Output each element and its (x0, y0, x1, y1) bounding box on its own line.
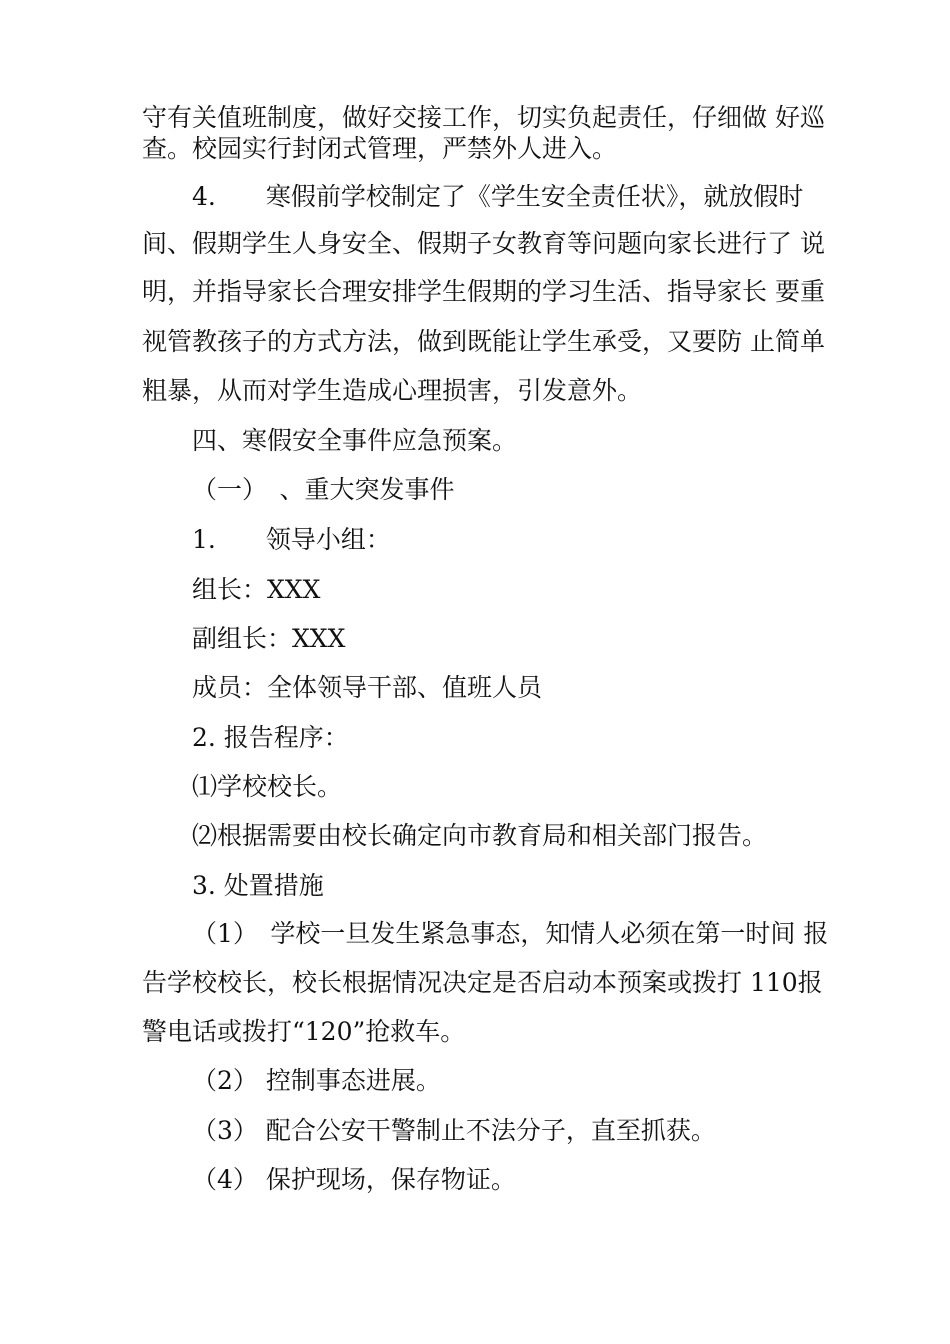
paragraph-line: 警电话或拨打“120”抢救车。 (142, 1017, 466, 1046)
paragraph-line: 间、假期学生人身安全、假期子女教育等问题向家长进行了 说 (142, 229, 825, 258)
list-item: 组长：XXX (192, 575, 321, 604)
list-item: （2） 控制事态进展。 (192, 1066, 441, 1095)
list-item: 1. 领导小组： (192, 525, 391, 554)
list-item: 2. 报告程序： (192, 723, 349, 752)
paragraph-line: 告学校校长，校长根据情况决定是否启动本预案或拨打 110报 (142, 968, 823, 997)
paragraph-line: 查。校园实行封闭式管理，严禁外人进入。 (142, 134, 618, 163)
list-item: 副组长：XXX (192, 624, 346, 653)
list-item: 成员：全体领导干部、值班人员 (192, 673, 543, 702)
list-item: 3. 处置措施 (192, 871, 324, 900)
paragraph-line: 4. 寒假前学校制定了《学生安全责任状》，就放假时 (192, 182, 804, 211)
paragraph-line: （1） 学校一旦发生紧急事态，知情人必须在第一时间 报 (192, 919, 829, 948)
paragraph-line: 明，并指导家长合理安排学生假期的学习生活、指导家长 要重 (142, 277, 825, 306)
list-item: （3） 配合公安干警制止不法分子，直至抓获。 (192, 1116, 716, 1145)
subsection-heading: （一） 、重大突发事件 (192, 475, 455, 504)
section-heading: 四、寒假安全事件应急预案。 (192, 426, 518, 455)
list-item: ⑴学校校长。 (192, 772, 343, 801)
paragraph-line: 粗暴，从而对学生造成心理损害，引发意外。 (142, 376, 643, 405)
list-item: （4） 保护现场，保存物证。 (192, 1165, 516, 1194)
list-item: ⑵根据需要由校长确定向市教育局和相关部门报告。 (192, 821, 768, 850)
paragraph-line: 视管教孩子的方式方法，做到既能让学生承受，又要防 止简单 (142, 327, 825, 356)
paragraph-line: 守有关值班制度，做好交接工作，切实负起责任，仔细做 好巡 (142, 103, 825, 132)
